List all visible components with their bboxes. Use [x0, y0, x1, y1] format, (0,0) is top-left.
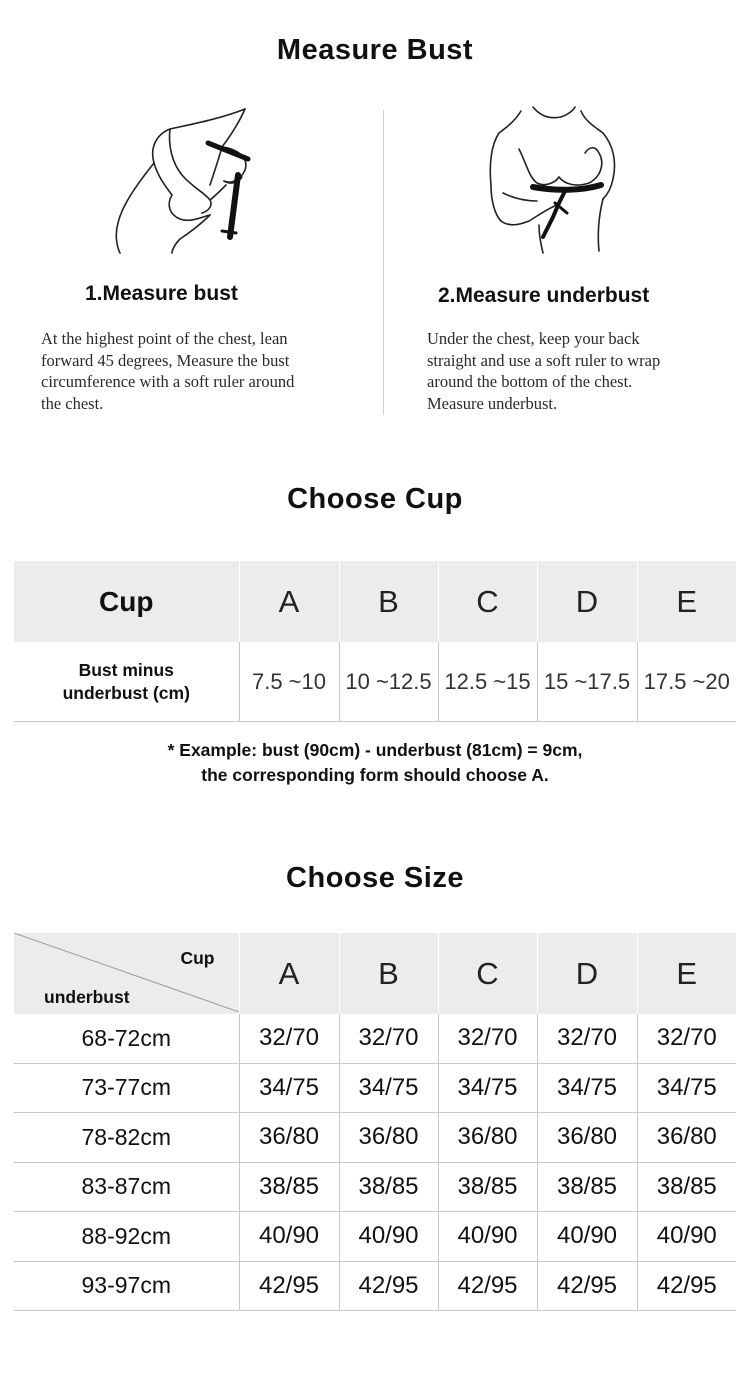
step2-line: around the bottom of the chest. — [427, 372, 633, 391]
step2-title: 2.Measure underbust — [438, 284, 650, 307]
cup-values-row — [14, 642, 736, 722]
size-cell: 32/70 — [637, 1014, 736, 1063]
size-cell: 36/80 — [438, 1113, 537, 1163]
size-letter-d: D — [537, 933, 637, 1014]
size-cell: 42/95 — [438, 1261, 537, 1311]
size-cell: 34/75 — [239, 1063, 339, 1113]
cup-letter-e: E — [637, 561, 736, 642]
cup-letter-b: B — [339, 561, 438, 642]
size-cell: 42/95 — [537, 1261, 637, 1311]
choose-size-title: Choose Size — [286, 862, 464, 894]
size-cell: 40/90 — [438, 1212, 537, 1262]
note-line1: * Example: bust (90cm) - underbust (81cm) = 9cm, — [167, 740, 583, 760]
cup-table — [14, 561, 736, 722]
cup-example-note — [0, 738, 750, 788]
underbust-range: 78-82cm — [14, 1113, 239, 1163]
size-cell: 34/75 — [537, 1063, 637, 1113]
size-cell: 34/75 — [438, 1063, 537, 1113]
underbust-range: 83-87cm — [14, 1162, 239, 1212]
size-row — [14, 1113, 736, 1163]
size-cell: 38/85 — [537, 1162, 637, 1212]
size-cell: 40/90 — [637, 1212, 736, 1262]
size-letter-a: A — [239, 933, 339, 1014]
cup-value-b: 10 ~12.5 — [339, 642, 438, 722]
size-cell: 42/95 — [339, 1261, 438, 1311]
cup-row-label-line1: Bust minus — [78, 659, 174, 680]
size-cell: 38/85 — [438, 1162, 537, 1212]
cup-header-label: Cup — [14, 561, 239, 642]
size-letter-c: C — [438, 933, 537, 1014]
cup-value-a: 7.5 ~10 — [239, 642, 339, 722]
size-cell: 36/80 — [537, 1113, 637, 1163]
step2-description — [427, 328, 660, 414]
step2-line: straight and use a soft ruler to wrap — [427, 350, 661, 370]
cup-value-d: 15 ~17.5 — [537, 642, 637, 722]
measure-bust-title: Measure Bust — [276, 34, 474, 66]
size-cell: 36/80 — [339, 1113, 438, 1163]
step2-line: Measure underbust. — [427, 393, 558, 413]
size-cell: 38/85 — [637, 1162, 736, 1212]
underbust-range: 73-77cm — [14, 1063, 239, 1113]
size-cell: 40/90 — [537, 1212, 637, 1262]
size-letter-b: B — [339, 933, 438, 1014]
cup-row-label-line2: underbust (cm) — [62, 682, 190, 703]
step1-line: At the highest point of the chest, lean — [41, 329, 288, 348]
size-table — [14, 933, 736, 1311]
choose-cup-title: Choose Cup — [287, 483, 463, 515]
size-cell: 38/85 — [239, 1162, 339, 1212]
size-header-row — [14, 933, 736, 1014]
size-row — [14, 1063, 736, 1113]
size-row — [14, 1212, 736, 1262]
cup-value-c: 12.5 ~15 — [438, 642, 537, 722]
step2-line: Under the chest, keep your back — [427, 329, 640, 348]
cup-letter-a: A — [239, 561, 339, 642]
size-cell: 34/75 — [339, 1063, 438, 1113]
note-line2: the corresponding form should choose A. — [201, 765, 549, 785]
cup-letter-c: C — [438, 561, 537, 642]
vertical-divider — [383, 110, 384, 415]
step1-line: the chest. — [41, 393, 104, 413]
size-letter-e: E — [637, 933, 736, 1014]
size-cell: 40/90 — [239, 1212, 339, 1262]
underbust-range: 93-97cm — [14, 1261, 239, 1311]
size-corner-cell — [14, 933, 239, 1014]
size-cell: 32/70 — [537, 1014, 637, 1063]
step1-description — [41, 328, 294, 414]
size-cell: 32/70 — [339, 1014, 438, 1063]
step1-line: forward 45 degrees, Measure the bust — [41, 350, 290, 370]
cup-value-e: 17.5 ~20 — [637, 642, 736, 722]
cup-row-label — [14, 642, 239, 722]
size-cell: 42/95 — [637, 1261, 736, 1311]
underbust-range: 68-72cm — [14, 1014, 239, 1063]
size-cell: 32/70 — [438, 1014, 537, 1063]
underbust-range: 88-92cm — [14, 1212, 239, 1262]
size-cell: 32/70 — [239, 1014, 339, 1063]
cup-header-row — [14, 561, 736, 642]
corner-underbust-label: underbust — [44, 987, 130, 1007]
step1-title: 1.Measure bust — [85, 282, 238, 305]
size-cell: 36/80 — [239, 1113, 339, 1163]
size-cell: 36/80 — [637, 1113, 736, 1163]
size-cell: 34/75 — [637, 1063, 736, 1113]
size-row — [14, 1162, 736, 1212]
step1-line: circumference with a soft ruler around — [41, 372, 295, 391]
measure-underbust-illustration — [485, 105, 630, 255]
corner-cup-label: Cup — [180, 948, 215, 968]
cup-letter-d: D — [537, 561, 637, 642]
size-row — [14, 1261, 736, 1311]
size-row — [14, 1014, 736, 1063]
size-cell: 40/90 — [339, 1212, 438, 1262]
measure-bust-illustration — [110, 105, 280, 255]
size-cell: 42/95 — [239, 1261, 339, 1311]
size-cell: 38/85 — [339, 1162, 438, 1212]
